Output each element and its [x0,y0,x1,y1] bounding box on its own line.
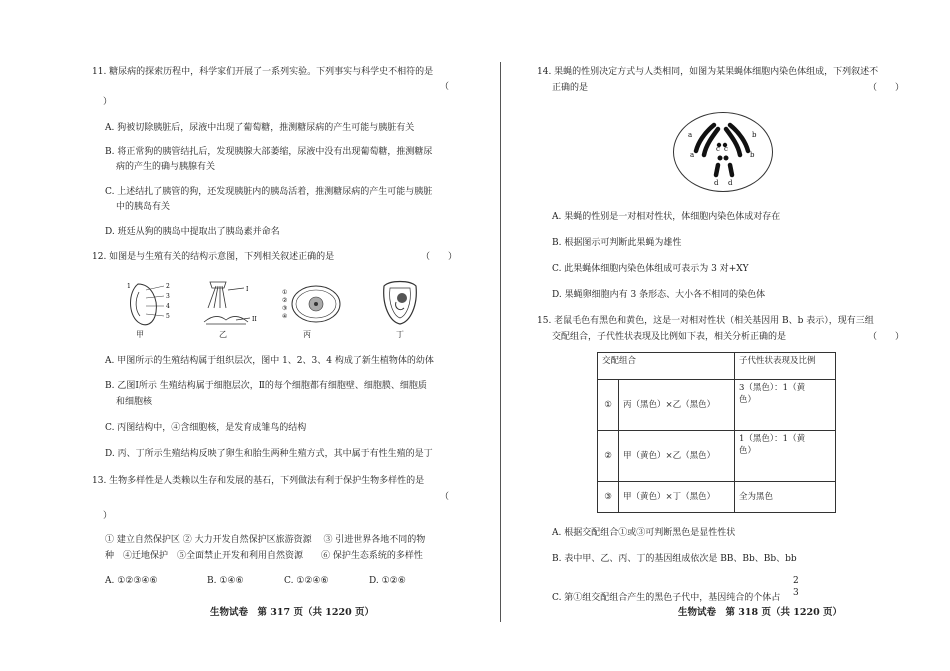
q13-paren-open: （ [440,492,450,502]
q11-option-b: B. 将正常狗的胰管结扎后，发现胰腺大部萎缩，尿液中没有出现葡萄糖，推测糖尿 [105,147,433,157]
table-header-result: 子代性状表现及比例 [735,353,836,380]
q15-stem-cont: 交配组合，子代性状表现及比例如下表，相关分析正确的是 [552,332,787,342]
chromosome-label-d1: d [714,179,719,187]
q13-option-d: D. ①②⑥ [369,576,406,586]
q15-option-a: A. 根据交配组合①或③可判断黑色是显性性状 [552,528,736,538]
cross-table [597,352,836,513]
table-cell-result: 全为黑色 [735,482,836,513]
seed-label-5: 5 [166,313,170,320]
q12-paren: （ ） [421,252,458,262]
q14-paren: （ ） [868,83,905,93]
q14-stem: 14. 果蝇的性别决定方式与人类相同，如图为某果蝇体细胞内染色体组成，下列叙述不 [537,67,879,77]
q11-option-b-cont: 病的产生的确与胰腺有关 [116,162,216,172]
chromosome-drawing [674,113,772,191]
q11-option-c-cont: 中的胰岛有关 [116,202,171,212]
table-cell-result-line1: 3（黑色）：1（黄 [739,383,806,393]
chromosome-label-a1: a [688,131,693,139]
q13-items-line2: 种 ④迁地保护 ⑤全面禁止开发和利用自然资源 ⑥ 保护生态系统的多样性 [105,551,423,561]
fig-label-yi: 乙 [219,330,227,339]
egg-label-1: ① [282,289,288,296]
table-cell-result [735,380,836,431]
table-header-cross: 交配组合 [598,353,735,380]
q11-stem: 11. 糖尿病的探索历程中，科学家们开展了一系列实验。下列事实与科学史不相符的是 [92,67,434,77]
table-row [598,482,836,513]
chromosome-label-d2: d [728,179,733,187]
chromosome-label-b1: b [752,131,757,139]
q13-option-a: A. ①②③④⑥ [105,576,158,586]
q12-option-d: D. 丙、丁所示生殖结构反映了卵生和胎生两种生殖方式，其中属于有性生殖的是丁 [105,449,433,459]
left-footer: 生物试卷 第 317 页（共 1220 页） [210,607,375,618]
moss-figure [196,278,266,330]
fraction-denominator: 3 [793,588,799,598]
chromosome-label-c1: c [716,145,720,153]
q14-stem-cont: 正确的是 [552,83,589,93]
table-cell-result-line1: 1（黑色）：1（黄 [739,434,806,444]
q15-paren: （ ） [868,332,905,342]
table-cell-no: ① [598,380,619,431]
egg-figure [282,282,342,328]
chromosome-label-c2: c [724,145,728,153]
seed-label-3: 3 [166,293,170,300]
q14-option-a: A. 果蝇的性别是一对相对性状，体细胞内染色体成对存在 [552,212,781,222]
q14-option-b: B. 根据图示可判断此果蝇为雄性 [552,238,682,248]
q13-paren-close: ） [103,511,113,521]
fig-label-jia: 甲 [136,330,144,339]
page-divider [500,62,501,622]
q15-option-c: C. 第①组交配组合产生的黑色子代中，基因纯合的个体占 [552,593,781,603]
chromosome-label-b2: b [750,151,755,159]
table-cell-result [735,431,836,482]
table-cell-no: ③ [598,482,619,513]
q12-option-a: A. 甲图所示的生殖结构属于组织层次，图中 1、2、3、4 构成了新生植物体的幼体 [105,356,434,366]
q11-option-d: D. 班廷从狗的胰岛中提取出了胰岛素并命名 [105,227,280,237]
fig-label-ding: 丁 [396,330,404,339]
q12-stem: 12. 如图是与生殖有关的结构示意图，下列相关叙述正确的是 [92,252,335,262]
egg-label-3: ③ [282,305,288,312]
seed-label-2: 2 [166,283,170,290]
table-header-row [598,353,836,380]
table-row [598,431,836,482]
chromosome-label-a2: a [690,151,695,159]
q11-option-a: A. 狗被切除胰脏后，尿液中出现了葡萄糖，推测糖尿病的产生可能与胰脏有关 [105,123,415,133]
q11-paren-close: ） [103,97,113,107]
seed-figure [124,278,179,330]
q15-option-b: B. 表中甲、乙、丙、丁的基因组成依次是 BB、Bb、Bb、bb [552,554,797,564]
right-footer: 生物试卷 第 318 页（共 1220 页） [678,607,843,618]
fraction-numerator: 2 [793,576,799,586]
seed-label-4: 4 [166,303,170,310]
q11-option-c: C. 上述结扎了胰管的狗，还发现胰脏内的胰岛活着，推测糖尿病的产生可能与胰脏 [105,187,433,197]
moss-label-i: I [246,286,249,293]
q15-stem: 15. 老鼠毛色有黑色和黄色，这是一对相对性状（相关基因用 B、b 表示），现有三组 [537,316,874,326]
moss-label-ii: II [252,316,257,323]
q11-paren-open: （ [440,82,450,92]
table-cell-cross: 丙（黑色）×乙（黑色） [619,380,735,431]
table-cell-result-line2: 色） [739,446,757,456]
q12-option-c: C. 丙图结构中，④含细胞核，是发育成雏鸟的结构 [105,423,307,433]
q13-option-b: B. ①④⑥ [207,576,244,586]
fig-label-bing: 丙 [303,330,311,339]
table-cell-cross: 甲（黄色）×乙（黑色） [619,431,735,482]
table-row [598,380,836,431]
q13-option-c: C. ①②④⑥ [284,576,329,586]
q14-option-d: D. 果蝇卵细胞内有 3 条形态、大小各不相同的染色体 [552,290,766,300]
egg-label-2: ② [282,297,288,304]
table-cell-no: ② [598,431,619,482]
q12-option-b: B. 乙图Ⅰ所示 生殖结构属于细胞层次，Ⅱ的每个细胞都有细胞壁、细胞膜、细胞质 [105,381,427,391]
q13-items-line1: ① 建立自然保护区 ② 大力开发自然保护区旅游资源 ③ 引进世界各地不同的物 [105,535,426,545]
q12-option-b-cont: 和细胞核 [116,397,153,407]
seed-label-1: 1 [127,283,131,290]
q13-stem: 13. 生物多样性是人类赖以生存和发展的基石，下列做法有利于保护生物多样性的是 [92,476,425,486]
table-cell-result-line2: 色） [739,395,757,405]
q14-option-c: C. 此果蝇体细胞内染色体组成可表示为 3 对+XY [552,264,749,274]
table-cell-cross: 甲（黄色）×丁（黑色） [619,482,735,513]
fetus-figure [376,276,424,328]
egg-label-4: ④ [282,313,288,320]
